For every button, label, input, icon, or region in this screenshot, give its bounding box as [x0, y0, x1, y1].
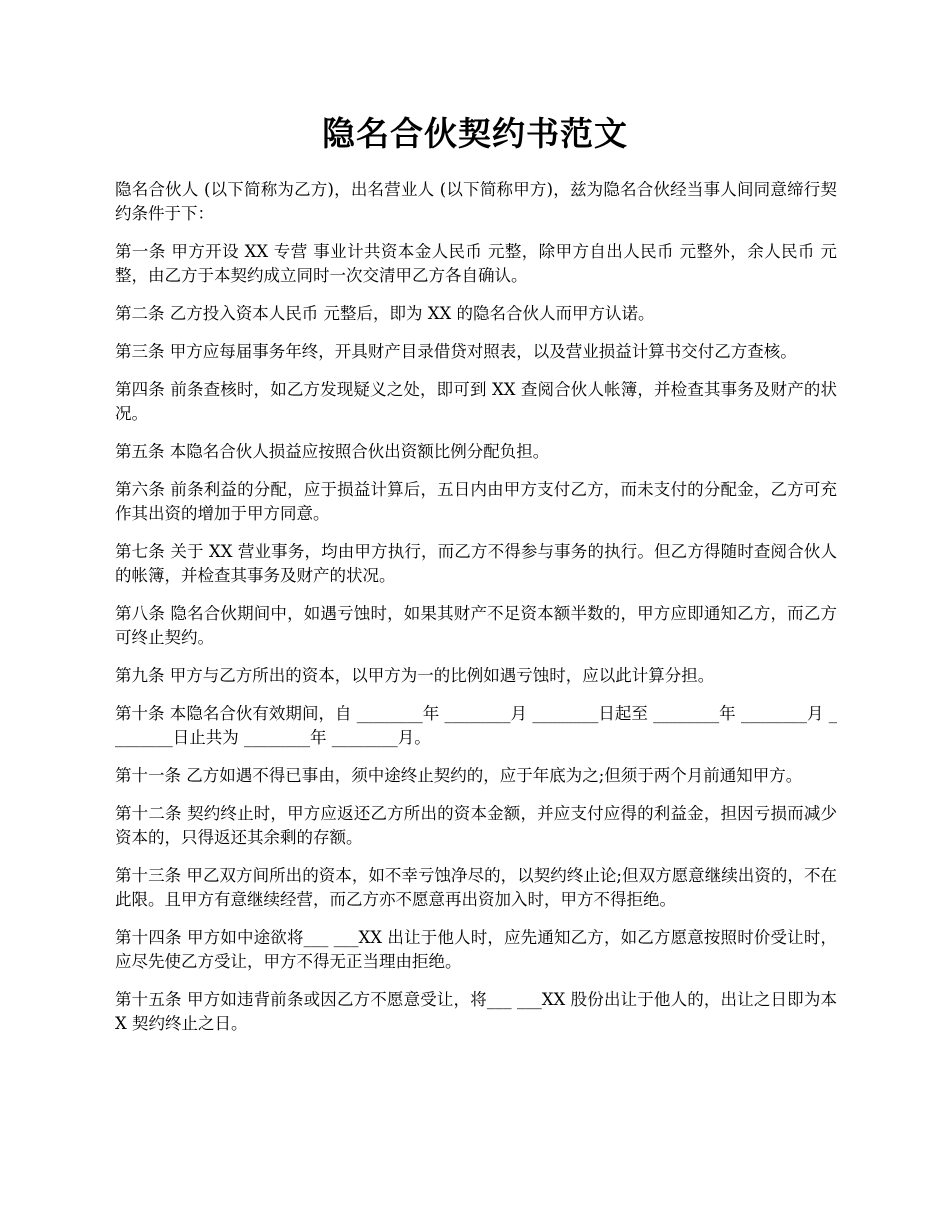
- intro-paragraph: 隐名合伙人 (以下简称为乙方)，出名营业人 (以下简称甲方)，兹为隐名合伙经当事人间同意缔行契约条件于下：: [115, 180, 837, 223]
- article-15: 第十五条 甲方如违背前条或因乙方不愿意受让，将___ ___XX 股份出让于他人的，出让之日即为本 X 契约终止之日。: [115, 990, 837, 1033]
- article-8: 第八条 隐名合伙期间中，如遇亏蚀时，如果其财产不足资本额半数的，甲方应即通知乙方，而乙方可终止契约。: [115, 604, 837, 647]
- article-5: 第五条 本隐名合伙人损益应按照合伙出资额比例分配负担。: [115, 442, 550, 461]
- article-14: 第十四条 甲方如中途欲将___ ___XX 出让于他人时，应先通知乙方，如乙方愿意按照时价受让时，应尽先使乙方受让，甲方不得无正当理由拒绝。: [115, 928, 837, 971]
- article-13: 第十三条 甲乙双方间所出的资本，如不幸亏蚀净尽的，以契约终止论;但双方愿意继续出资的，不在此限。且甲方有意继续经营，而乙方亦不愿意再出资加入时，甲方不得拒绝。: [115, 866, 837, 909]
- article-7: 第七条 关于 XX 营业事务，均由甲方执行，而乙方不得参与事务的执行。但乙方得随时查阅合伙人的帐簿，并检查其事务及财产的状况。: [115, 542, 837, 585]
- article-2: 第二条 乙方投入资本人民币 元整后，即为 XX 的隐名合伙人而甲方认诺。: [115, 304, 655, 323]
- article-4: 第四条 前条查核时，如乙方发现疑义之处，即可到 XX 查阅合伙人帐簿，并检查其事务及财产的状况。: [115, 380, 837, 423]
- document-title: 隐名合伙契约书范文: [322, 114, 628, 153]
- article-9: 第九条 甲方与乙方所出的资本，以甲方为一的比例如遇亏蚀时，应以此计算分担。: [115, 666, 715, 685]
- article-6: 第六条 前条利益的分配，应于损益计算后，五日内由甲方支付乙方，而未支付的分配金，乙方可充作其出资的增加于甲方同意。: [115, 480, 837, 523]
- article-1: 第一条 甲方开设 XX 专营 事业计共资本金人民币 元整，除甲方自出人民币 元整外，余人民币 元整，由乙方于本契约成立同时一次交清甲乙方各自确认。: [115, 242, 837, 285]
- article-12: 第十二条 契约终止时，甲方应返还乙方所出的资本金额，并应支付应得的利益金，担因亏损而减少资本的，只得返还其余剩的存额。: [115, 804, 837, 847]
- article-10: 第十条 本隐名合伙有效期间，自 ________年 ________月 ________日起至 ________年 ________月 ________日止共为 ________年 ________月。: [115, 704, 837, 747]
- article-11: 第十一条 乙方如遇不得已事由，须中途终止契约的，应于年底为之;但须于两个月前通知甲方。: [115, 766, 803, 785]
- article-3: 第三条 甲方应每届事务年终，开具财产目录借贷对照表，以及营业损益计算书交付乙方查核。: [115, 342, 797, 361]
- document-body: [115, 178, 837, 1050]
